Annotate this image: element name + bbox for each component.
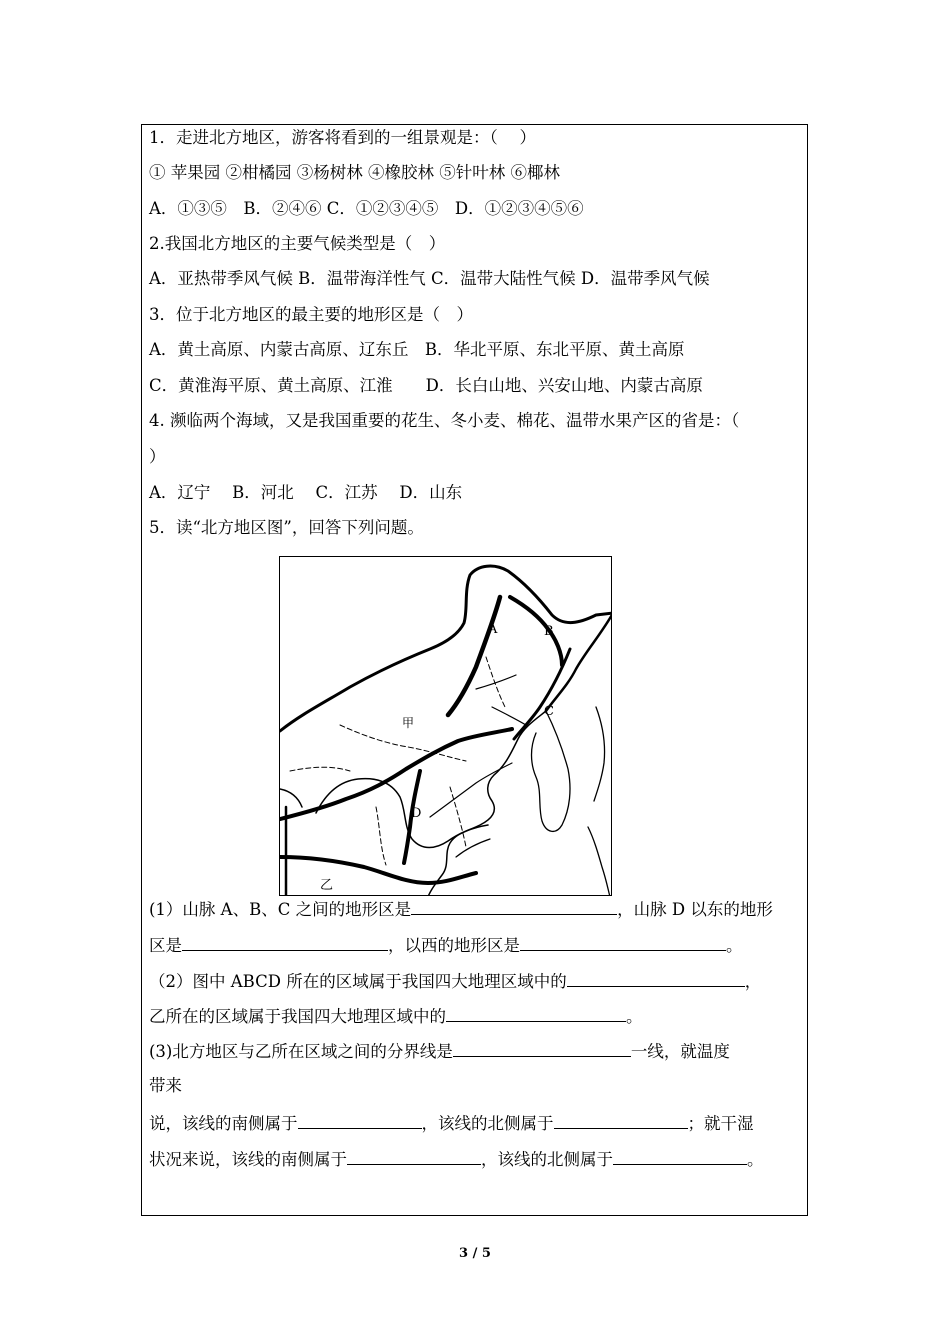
river-2 — [456, 839, 490, 857]
mountain-b — [510, 597, 562, 665]
river-3 — [476, 675, 516, 689]
q5-sub3-text-i: 。 — [747, 1150, 764, 1169]
q5-sub1-text-e: 。 — [726, 936, 743, 955]
river-1 — [430, 763, 512, 817]
q5-sub3-line4 — [149, 1146, 764, 1172]
answer-blank-7[interactable] — [298, 1110, 422, 1129]
japan-coast — [594, 707, 605, 801]
yinshan-line — [280, 729, 512, 819]
north-region-map — [279, 556, 612, 896]
answer-blank-3[interactable] — [520, 932, 726, 951]
border-north — [280, 566, 612, 731]
q5-sub1-line1 — [149, 896, 773, 922]
answer-blank-5[interactable] — [446, 1003, 626, 1022]
map-label-d: D — [411, 806, 422, 821]
yellow-river — [316, 779, 488, 848]
q5-sub2-line2 — [149, 1003, 643, 1029]
q2-stem: 2.我国北方地区的主要气候类型是（ ） — [149, 234, 446, 253]
japan-coast-2 — [588, 827, 610, 896]
q1-items: ① 苹果园 ②柑橘园 ③杨树林 ④橡胶林 ⑤针叶林 ⑥椰林 — [149, 163, 560, 182]
q5-sub3-text-g: 状况来说，该线的南侧属于 — [149, 1150, 347, 1169]
mountain-a — [448, 597, 500, 715]
q5-sub3-text-d: 说，该线的南侧属于 — [149, 1114, 298, 1133]
q1-stem: 1．走进北方地区，游客将看到的一组景观是：（ ） — [149, 128, 536, 147]
q4-stem-cont: ） — [149, 447, 166, 466]
q5-sub1-text-c: 区是 — [149, 936, 182, 955]
q5-sub3-text-a: (3)北方地区与乙所在区域之间的分界线是 — [149, 1042, 453, 1061]
q5-sub3-line2: 带来 — [149, 1076, 182, 1095]
answer-blank-1[interactable] — [411, 896, 617, 915]
q5-sub3-line3 — [149, 1110, 754, 1136]
q5-sub3-text-e: ，该线的北侧属于 — [421, 1114, 554, 1133]
q5-stem: 5．读“北方地区图”，回答下列问题。 — [149, 518, 424, 537]
map-label-yi: 乙 — [320, 878, 334, 893]
q5-sub1-line2 — [149, 932, 743, 958]
map-label-jia: 甲 — [402, 716, 415, 730]
river-4 — [492, 707, 526, 725]
q5-sub2-text-b: ， — [744, 972, 762, 991]
q5-sub3-line1 — [149, 1038, 730, 1064]
coastline — [428, 711, 546, 896]
answer-blank-9[interactable] — [347, 1146, 481, 1165]
q4-options: A．辽宁 B．河北 C．江苏 D．山东 — [149, 483, 463, 502]
province-line-2 — [376, 807, 386, 865]
q5-sub2-text-a: （2）图中 ABCD 所在的区域属于我国四大地理区域中的 — [149, 972, 567, 991]
q4-stem: 4. 濒临两个海域，又是我国重要的花生、冬小麦、棉花、温带水果产区的省是：（ — [149, 411, 740, 430]
page-number: 3 / 5 — [459, 1246, 491, 1261]
border-east — [546, 613, 612, 711]
q5-sub1-text-a: (1）山脉 A、B、C 之间的地形区是 — [149, 900, 412, 919]
q1-options: A．①③⑤ B．②④⑥ C．①②③④⑤ D．①②③④⑤⑥ — [149, 199, 584, 218]
map-label-a: A — [488, 622, 498, 637]
q5-sub3-text-f: ；就干湿 — [687, 1114, 754, 1133]
province-line-1 — [340, 725, 466, 761]
q5-sub1-text-b: ，山脉 D 以东的地形 — [617, 900, 773, 919]
q3-stem: 3．位于北方地区的最主要的地形区是（ ） — [149, 305, 473, 324]
answer-blank-6[interactable] — [453, 1038, 631, 1057]
answer-blank-8[interactable] — [554, 1110, 688, 1129]
answer-blank-10[interactable] — [613, 1146, 747, 1165]
west-line-2 — [280, 789, 302, 807]
q5-sub3-text-h: ，该线的北侧属于 — [481, 1150, 613, 1169]
korea-peninsula — [532, 711, 571, 831]
q5-sub2-line1 — [149, 968, 761, 994]
answer-blank-2[interactable] — [182, 932, 388, 951]
map-label-b: B — [544, 624, 554, 639]
q2-options: A．亚热带季风气候 B．温带海洋性气 C．温带大陆性气候 D．温带季风气候 — [149, 269, 710, 288]
q5-sub1-text-d: ，以西的地形区是 — [388, 936, 520, 955]
q5-sub2-text-d: 。 — [626, 1007, 643, 1026]
answer-blank-4[interactable] — [567, 968, 745, 987]
q5-sub2-text-c: 乙所在的区域属于我国四大地理区域中的 — [149, 1007, 446, 1026]
q3-options-ab: A．黄土高原、内蒙古高原、辽东丘 B．华北平原、东北平原、黄土高原 — [149, 340, 685, 359]
q5-sub3-text-b: 一线，就温度 — [630, 1042, 730, 1061]
q3-options-cd: C．黄淮海平原、黄土高原、江淮 D．长白山地、兴安山地、内蒙古高原 — [149, 376, 703, 395]
province-line-5 — [290, 767, 350, 771]
map-label-c: C — [544, 704, 554, 719]
